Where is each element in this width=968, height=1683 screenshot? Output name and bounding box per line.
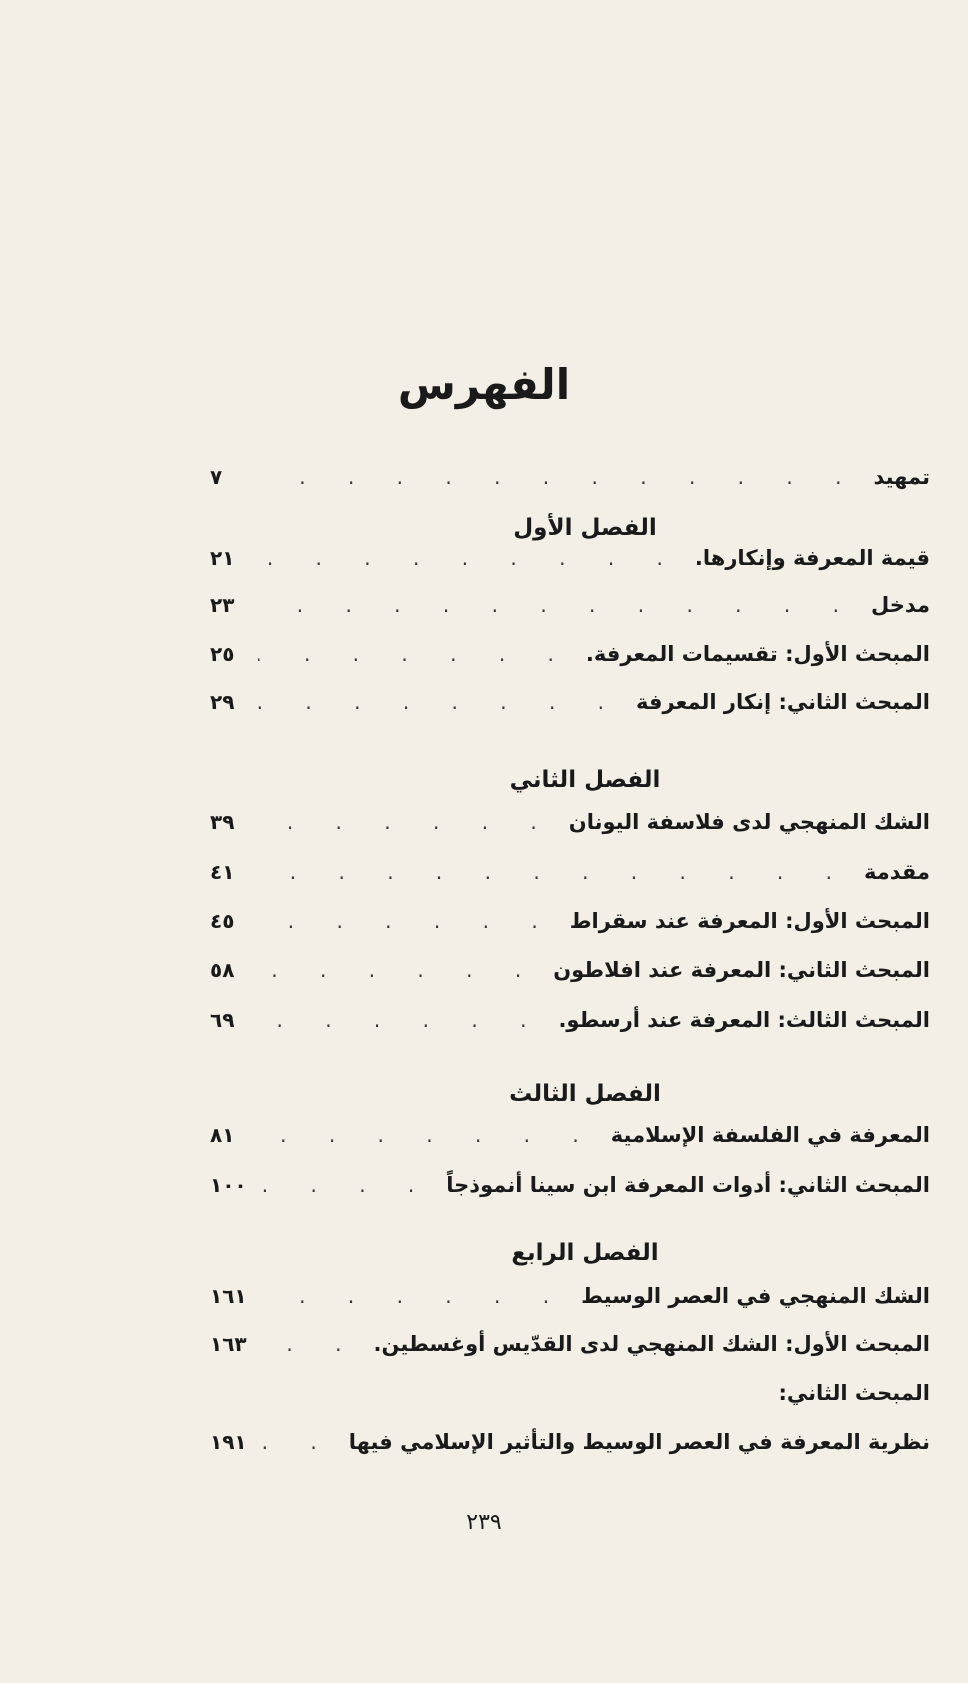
toc-entry[interactable]: [210, 538, 930, 578]
toc-entry[interactable]: [210, 950, 930, 990]
entry-label: المبحث الأول: تقسيمات المعرفة.: [585, 642, 930, 666]
dot-leader: [258, 1276, 567, 1316]
entry-page-number: ٨١: [210, 1123, 235, 1147]
dot-leader: [258, 634, 572, 674]
entry-label: المبحث الثالث: المعرفة عند أرسطو.: [558, 1008, 930, 1032]
toc-entry[interactable]: [210, 901, 930, 941]
chapter-heading-3: الفصل الثالث: [509, 1081, 661, 1107]
dot-leader: [258, 1000, 544, 1040]
entry-page-number: ٢١: [210, 546, 235, 570]
toc-entry[interactable]: [210, 1422, 930, 1462]
entry-page-number: ٧: [210, 465, 223, 489]
entry-page-number: ٢٣: [210, 593, 235, 617]
entry-page-number: ٤١: [210, 860, 235, 884]
dot-leader: [258, 1115, 597, 1155]
entry-page-number: ١٦١: [210, 1284, 247, 1308]
entry-label: نظرية المعرفة في العصر الوسيط والتأثير الإسلامي فيها: [348, 1430, 930, 1454]
toc-entry[interactable]: [210, 1165, 930, 1205]
dot-leader: [258, 682, 622, 722]
entry-label: المبحث الأول: المعرفة عند سقراط: [569, 909, 930, 933]
toc-entry[interactable]: [210, 1000, 930, 1040]
toc-entry-no-leader[interactable]: [210, 1373, 930, 1413]
page-number-footer: ٢٣٩: [466, 1510, 502, 1535]
entry-label: المبحث الثاني: أدوات المعرفة ابن سينا أنموذجاً: [446, 1173, 930, 1197]
toc-entry[interactable]: [210, 1324, 930, 1364]
entry-page-number: ٤٥: [210, 909, 235, 933]
entry-page-number: ٣٩: [210, 810, 235, 834]
entry-label: مدخل: [870, 593, 930, 617]
entry-label: المبحث الثاني: إنكار المعرفة: [636, 690, 930, 714]
entry-page-number: ٢٥: [210, 642, 235, 666]
table-of-contents: [210, 0, 930, 1683]
entry-label: تمهيد: [873, 465, 930, 489]
dot-leader: [258, 852, 850, 892]
dot-leader: [258, 585, 857, 625]
dot-leader: [258, 1422, 335, 1462]
toc-entry[interactable]: [210, 852, 930, 892]
toc-entry-intro[interactable]: [210, 457, 930, 497]
entry-label: المبحث الأول: الشك المنهجي لدى القدّيس أوغسطين.: [373, 1332, 930, 1356]
entry-label: الشك المنهجي في العصر الوسيط: [581, 1284, 930, 1308]
entry-page-number: ٢٩: [210, 690, 235, 714]
toc-entry[interactable]: [210, 585, 930, 625]
page-title: الفهرس: [397, 360, 571, 409]
dot-leader: [258, 538, 681, 578]
dot-leader: [258, 1324, 360, 1364]
dot-leader: [258, 1165, 432, 1205]
entry-page-number: ٦٩: [210, 1008, 235, 1032]
entry-page-number: ١٠٠: [210, 1173, 247, 1197]
entry-page-number: ٥٨: [210, 958, 235, 982]
entry-label: قيمة المعرفة وإنكارها.: [694, 546, 930, 570]
toc-entry[interactable]: [210, 1276, 930, 1316]
toc-entry[interactable]: [210, 802, 930, 842]
dot-leader: [258, 802, 555, 842]
dot-leader: [258, 457, 859, 497]
chapter-heading-4: الفصل الرابع: [511, 1240, 659, 1266]
toc-entry[interactable]: [210, 634, 930, 674]
dot-leader: [258, 950, 539, 990]
toc-entry[interactable]: [210, 682, 930, 722]
entry-page-number: ١٦٣: [210, 1332, 247, 1356]
entry-label: الشك المنهجي لدى فلاسفة اليونان: [568, 810, 930, 834]
chapter-heading-1: الفصل الأول: [513, 515, 657, 541]
dot-leader: [258, 901, 556, 941]
entry-label: المبحث الثاني: المعرفة عند افلاطون: [553, 958, 930, 982]
entry-label: المعرفة في الفلسفة الإسلامية: [610, 1123, 930, 1147]
chapter-heading-2: الفصل الثاني: [509, 767, 661, 793]
entry-label: مقدمة: [864, 860, 930, 884]
entry-label: المبحث الثاني:: [778, 1381, 930, 1405]
toc-entry[interactable]: [210, 1115, 930, 1155]
entry-page-number: ١٩١: [210, 1430, 247, 1454]
